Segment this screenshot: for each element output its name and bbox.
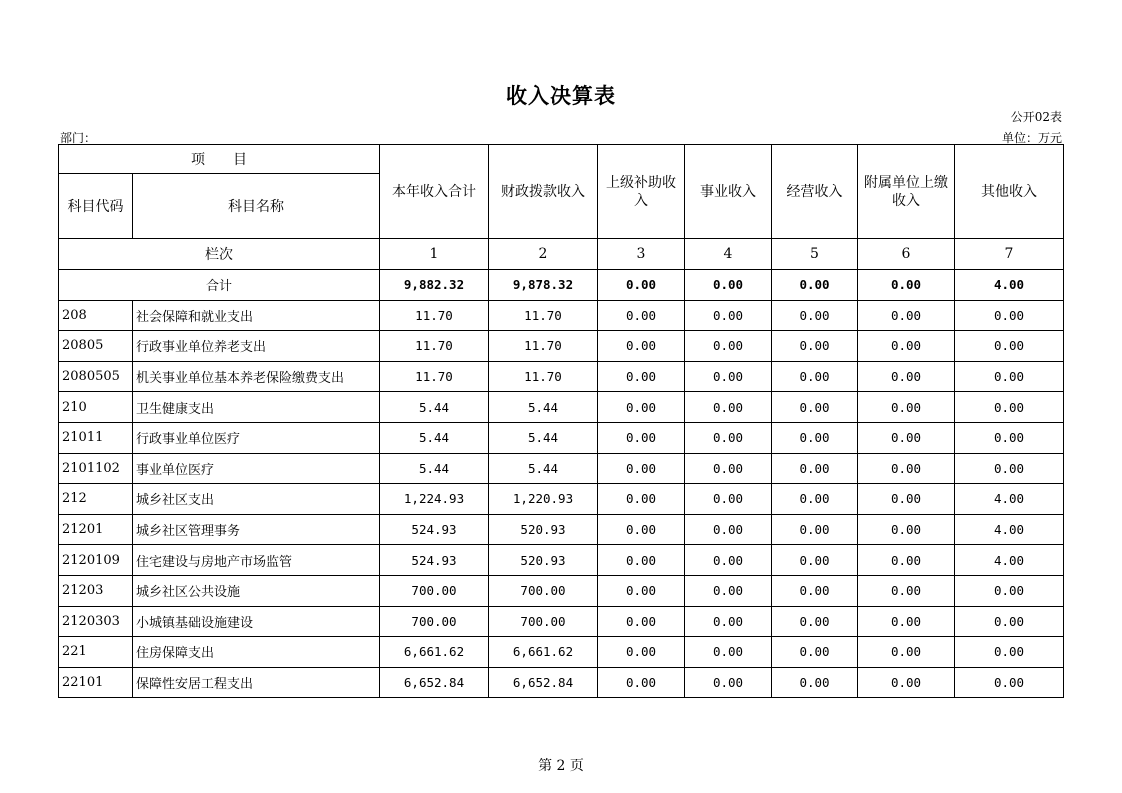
subject-name-cell: 小城镇基础设施建设 bbox=[133, 606, 380, 637]
value-cell: 5.44 bbox=[489, 422, 598, 453]
value-cell: 0.00 bbox=[685, 331, 772, 362]
value-cell: 0.00 bbox=[858, 484, 955, 515]
total-value: 0.00 bbox=[598, 270, 685, 301]
value-cell: 1,224.93 bbox=[380, 484, 489, 515]
col-fiscal-header: 财政拨款收入 bbox=[489, 145, 598, 239]
value-cell: 700.00 bbox=[380, 606, 489, 637]
value-cell: 0.00 bbox=[955, 331, 1064, 362]
subject-name-cell: 行政事业单位医疗 bbox=[133, 422, 380, 453]
value-cell: 0.00 bbox=[685, 575, 772, 606]
col-operation-header: 经营收入 bbox=[772, 145, 858, 239]
value-cell: 0.00 bbox=[955, 422, 1064, 453]
subject-code-cell: 2120303 bbox=[59, 606, 133, 637]
value-cell: 1,220.93 bbox=[489, 484, 598, 515]
form-code: 公开02表 bbox=[1010, 110, 1062, 124]
column-number: 5 bbox=[772, 239, 858, 270]
column-order-label: 栏次 bbox=[59, 239, 380, 270]
value-cell: 0.00 bbox=[772, 545, 858, 576]
total-value: 0.00 bbox=[685, 270, 772, 301]
value-cell: 6,661.62 bbox=[489, 637, 598, 668]
value-cell: 0.00 bbox=[772, 575, 858, 606]
table-row bbox=[59, 514, 1064, 545]
table-row bbox=[59, 300, 1064, 331]
subject-code-cell: 212 bbox=[59, 484, 133, 515]
value-cell: 0.00 bbox=[685, 637, 772, 668]
value-cell: 0.00 bbox=[772, 606, 858, 637]
subject-code-cell: 21203 bbox=[59, 575, 133, 606]
table-row bbox=[59, 667, 1064, 698]
col-other-header: 其他收入 bbox=[955, 145, 1064, 239]
value-cell: 0.00 bbox=[858, 545, 955, 576]
value-cell: 700.00 bbox=[489, 606, 598, 637]
page-number: 第 2 页 bbox=[538, 758, 584, 774]
value-cell: 0.00 bbox=[598, 637, 685, 668]
value-cell: 5.44 bbox=[489, 453, 598, 484]
value-cell: 0.00 bbox=[858, 667, 955, 698]
table-row bbox=[59, 575, 1064, 606]
value-cell: 0.00 bbox=[955, 392, 1064, 423]
total-value: 4.00 bbox=[955, 270, 1064, 301]
value-cell: 11.70 bbox=[489, 361, 598, 392]
value-cell: 6,652.84 bbox=[380, 667, 489, 698]
value-cell: 0.00 bbox=[858, 392, 955, 423]
table-row bbox=[59, 361, 1064, 392]
value-cell: 0.00 bbox=[858, 514, 955, 545]
value-cell: 5.44 bbox=[380, 422, 489, 453]
subject-code-cell: 221 bbox=[59, 637, 133, 668]
value-cell: 11.70 bbox=[489, 300, 598, 331]
subject-name-cell: 事业单位医疗 bbox=[133, 453, 380, 484]
table-row bbox=[59, 545, 1064, 576]
income-table bbox=[58, 144, 1064, 698]
table-row bbox=[59, 637, 1064, 668]
value-cell: 0.00 bbox=[772, 637, 858, 668]
total-row bbox=[59, 270, 1064, 301]
col-total-header: 本年收入合计 bbox=[380, 145, 489, 239]
value-cell: 0.00 bbox=[772, 331, 858, 362]
value-cell: 700.00 bbox=[380, 575, 489, 606]
subject-code-cell: 2120109 bbox=[59, 545, 133, 576]
value-cell: 0.00 bbox=[685, 361, 772, 392]
value-cell: 0.00 bbox=[858, 453, 955, 484]
subject-name-cell: 保障性安居工程支出 bbox=[133, 667, 380, 698]
value-cell: 0.00 bbox=[955, 575, 1064, 606]
table-row bbox=[59, 392, 1064, 423]
value-cell: 524.93 bbox=[380, 545, 489, 576]
subject-name-header: 科目名称 bbox=[133, 174, 380, 239]
value-cell: 0.00 bbox=[858, 606, 955, 637]
col-superior-header: 上级补助收入 bbox=[598, 145, 685, 239]
value-cell: 0.00 bbox=[858, 575, 955, 606]
subject-name-cell: 城乡社区管理事务 bbox=[133, 514, 380, 545]
value-cell: 0.00 bbox=[772, 392, 858, 423]
col-business-header: 事业收入 bbox=[685, 145, 772, 239]
value-cell: 4.00 bbox=[955, 484, 1064, 515]
table-row bbox=[59, 331, 1064, 362]
subject-code-cell: 208 bbox=[59, 300, 133, 331]
value-cell: 4.00 bbox=[955, 514, 1064, 545]
value-cell: 0.00 bbox=[598, 545, 685, 576]
value-cell: 11.70 bbox=[489, 331, 598, 362]
total-label: 合计 bbox=[59, 270, 380, 301]
value-cell: 5.44 bbox=[489, 392, 598, 423]
page-title: 收入决算表 bbox=[506, 83, 616, 108]
value-cell: 0.00 bbox=[598, 392, 685, 423]
subject-name-cell: 住宅建设与房地产市场监管 bbox=[133, 545, 380, 576]
value-cell: 0.00 bbox=[598, 514, 685, 545]
column-number: 4 bbox=[685, 239, 772, 270]
value-cell: 520.93 bbox=[489, 514, 598, 545]
subject-name-cell: 社会保障和就业支出 bbox=[133, 300, 380, 331]
subject-code-cell: 2101102 bbox=[59, 453, 133, 484]
value-cell: 0.00 bbox=[685, 453, 772, 484]
table-row bbox=[59, 606, 1064, 637]
value-cell: 0.00 bbox=[598, 667, 685, 698]
value-cell: 0.00 bbox=[955, 453, 1064, 484]
value-cell: 0.00 bbox=[685, 514, 772, 545]
column-number: 6 bbox=[858, 239, 955, 270]
col-affiliated-header: 附属单位上缴收入 bbox=[858, 145, 955, 239]
value-cell: 0.00 bbox=[955, 637, 1064, 668]
value-cell: 0.00 bbox=[685, 667, 772, 698]
value-cell: 0.00 bbox=[685, 422, 772, 453]
total-value: 9,878.32 bbox=[489, 270, 598, 301]
subject-name-cell: 城乡社区支出 bbox=[133, 484, 380, 515]
subject-name-cell: 机关事业单位基本养老保险缴费支出 bbox=[133, 361, 380, 392]
value-cell: 0.00 bbox=[598, 422, 685, 453]
value-cell: 0.00 bbox=[772, 667, 858, 698]
subject-code-header: 科目代码 bbox=[59, 174, 133, 239]
column-number: 1 bbox=[380, 239, 489, 270]
value-cell: 700.00 bbox=[489, 575, 598, 606]
value-cell: 0.00 bbox=[858, 300, 955, 331]
table-row bbox=[59, 422, 1064, 453]
value-cell: 524.93 bbox=[380, 514, 489, 545]
value-cell: 0.00 bbox=[598, 575, 685, 606]
value-cell: 5.44 bbox=[380, 392, 489, 423]
value-cell: 0.00 bbox=[955, 606, 1064, 637]
value-cell: 6,661.62 bbox=[380, 637, 489, 668]
table-row bbox=[59, 453, 1064, 484]
subject-code-cell: 210 bbox=[59, 392, 133, 423]
value-cell: 520.93 bbox=[489, 545, 598, 576]
value-cell: 0.00 bbox=[598, 331, 685, 362]
value-cell: 0.00 bbox=[685, 606, 772, 637]
project-header: 项 目 bbox=[59, 145, 380, 174]
unit-label: 单位：万元 bbox=[1001, 131, 1062, 145]
value-cell: 5.44 bbox=[380, 453, 489, 484]
column-number: 2 bbox=[489, 239, 598, 270]
value-cell: 0.00 bbox=[955, 667, 1064, 698]
value-cell: 0.00 bbox=[955, 361, 1064, 392]
column-number: 3 bbox=[598, 239, 685, 270]
column-number: 7 bbox=[955, 239, 1064, 270]
value-cell: 0.00 bbox=[598, 361, 685, 392]
value-cell: 0.00 bbox=[772, 514, 858, 545]
total-value: 0.00 bbox=[858, 270, 955, 301]
value-cell: 6,652.84 bbox=[489, 667, 598, 698]
value-cell: 0.00 bbox=[772, 422, 858, 453]
value-cell: 0.00 bbox=[598, 300, 685, 331]
value-cell: 11.70 bbox=[380, 361, 489, 392]
value-cell: 11.70 bbox=[380, 331, 489, 362]
value-cell: 0.00 bbox=[772, 453, 858, 484]
subject-name-cell: 城乡社区公共设施 bbox=[133, 575, 380, 606]
department-label: 部门： bbox=[60, 131, 97, 145]
value-cell: 0.00 bbox=[598, 484, 685, 515]
subject-code-cell: 20805 bbox=[59, 331, 133, 362]
subject-code-cell: 21201 bbox=[59, 514, 133, 545]
total-value: 0.00 bbox=[772, 270, 858, 301]
value-cell: 0.00 bbox=[858, 422, 955, 453]
value-cell: 0.00 bbox=[685, 392, 772, 423]
table-row bbox=[59, 484, 1064, 515]
value-cell: 0.00 bbox=[598, 453, 685, 484]
subject-code-cell: 2080505 bbox=[59, 361, 133, 392]
subject-code-cell: 21011 bbox=[59, 422, 133, 453]
value-cell: 0.00 bbox=[685, 484, 772, 515]
subject-code-cell: 22101 bbox=[59, 667, 133, 698]
value-cell: 0.00 bbox=[858, 637, 955, 668]
value-cell: 4.00 bbox=[955, 545, 1064, 576]
subject-name-cell: 住房保障支出 bbox=[133, 637, 380, 668]
value-cell: 0.00 bbox=[772, 361, 858, 392]
total-value: 9,882.32 bbox=[380, 270, 489, 301]
subject-name-cell: 卫生健康支出 bbox=[133, 392, 380, 423]
value-cell: 0.00 bbox=[858, 361, 955, 392]
value-cell: 0.00 bbox=[858, 331, 955, 362]
value-cell: 11.70 bbox=[380, 300, 489, 331]
value-cell: 0.00 bbox=[955, 300, 1064, 331]
subject-name-cell: 行政事业单位养老支出 bbox=[133, 331, 380, 362]
value-cell: 0.00 bbox=[772, 484, 858, 515]
value-cell: 0.00 bbox=[685, 300, 772, 331]
value-cell: 0.00 bbox=[685, 545, 772, 576]
value-cell: 0.00 bbox=[772, 300, 858, 331]
value-cell: 0.00 bbox=[598, 606, 685, 637]
